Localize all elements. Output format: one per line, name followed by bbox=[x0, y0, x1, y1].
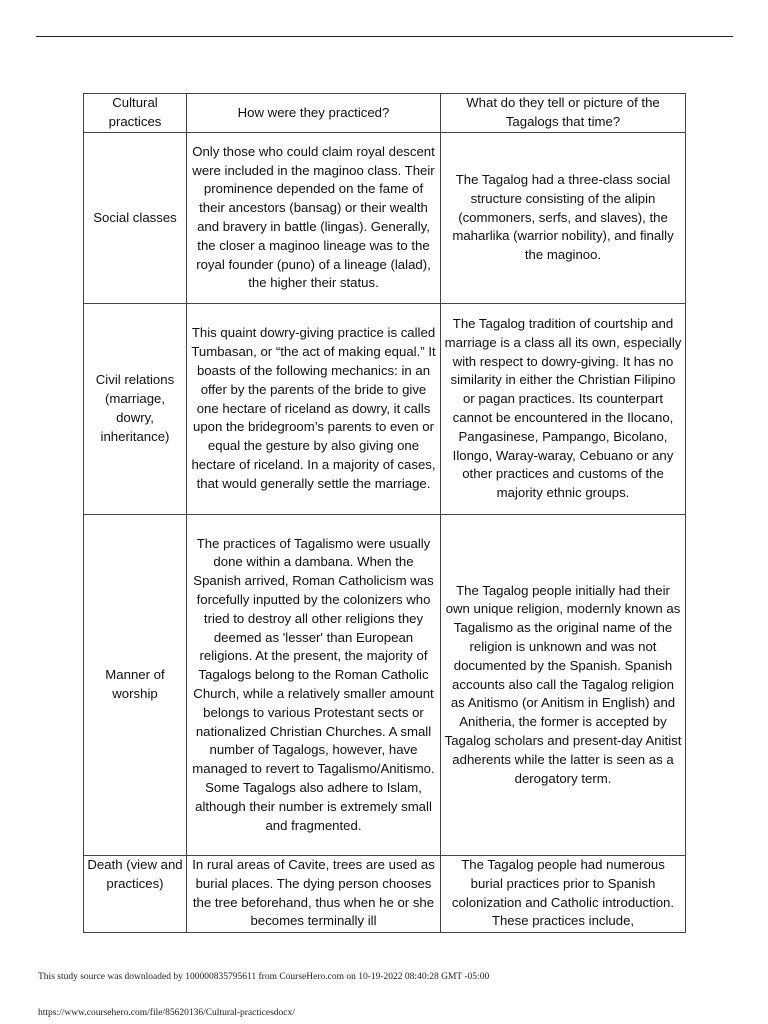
practice-cell: Manner of worship bbox=[84, 515, 187, 856]
header-what-they-tell: What do they tell or picture of the Tagalogs that time? bbox=[441, 94, 686, 133]
how-cell: This quaint dowry-giving practice is called Tumbasan, or “the act of making equal.” It boasts of the following mechanics: in an offer by the parents of the bride to give one hectare of riceland as dowry, it calls upon the bridegroom’s parents to even or equal the gesture by also giving one hectare of riceland. In a majority of cases, that would generally settle the marriage. bbox=[187, 304, 441, 515]
how-cell: Only those who could claim royal descent were included in the maginoo class. Their prominence depended on the fame of their ancestors (bansag) or their wealth and bravery in battle (lingas). Generally, the closer a maginoo lineage was to the royal founder (puno) of a lineage (lalad), the higher their status. bbox=[187, 133, 441, 304]
how-cell: The practices of Tagalismo were usually done within a dambana. When the Spanish arrived, Roman Catholicism was forcefully inputted by the colonizers who tried to destroy all other religions they deemed as 'lesser' than European religions. At the present, the majority of Tagalogs belong to the Roman Catholic Church, while a relatively smaller amount belongs to various Protestant sects or nationalized Christian Churches. A small number of Tagalogs, however, have managed to revert to Tagalismo/Anitismo. Some Tagalogs also adhere to Islam, although their number is extremely small and fragmented. bbox=[187, 515, 441, 856]
what-cell: The Tagalog people had numerous burial practices prior to Spanish colonization and Catholic introduction. These practices include, bbox=[441, 856, 686, 933]
download-note: This study source was downloaded by 100000835795611 from CourseHero.com on 10-19-2022 08:40:28 GMT -05:00 bbox=[38, 972, 490, 982]
what-cell: The Tagalog tradition of courtship and marriage is a class all its own, especially with respect to dowry-giving. It has no similarity in either the Christian Filipino or pagan practices. Its counterpart cannot be encountered in the Ilocano, Pangasinese, Pampango, Bicolano, Ilongo, Waray-waray, Cebuano or any other practices and customs of the majority ethnic groups. bbox=[441, 304, 686, 515]
header-cultural-practices: Cultural practices bbox=[84, 94, 187, 133]
source-url[interactable]: https://www.coursehero.com/file/85620136/Cultural-practicesdocx/ bbox=[38, 1008, 295, 1018]
cultural-practices-table bbox=[83, 93, 686, 933]
table-row bbox=[84, 856, 686, 933]
practice-cell: Civil relations (marriage, dowry, inheritance) bbox=[84, 304, 187, 515]
practice-cell: Social classes bbox=[84, 133, 187, 304]
how-cell: In rural areas of Cavite, trees are used as burial places. The dying person chooses the tree beforehand, thus when he or she becomes terminally ill bbox=[187, 856, 441, 933]
table-row bbox=[84, 515, 686, 856]
practice-cell: Death (view and practices) bbox=[84, 856, 187, 933]
table-header-row bbox=[84, 94, 686, 133]
table-row bbox=[84, 304, 686, 515]
what-cell: The Tagalog had a three-class social structure consisting of the alipin (commoners, serfs, and slaves), the maharlika (warrior nobility), and finally the maginoo. bbox=[441, 133, 686, 304]
top-rule bbox=[36, 36, 733, 37]
table-row bbox=[84, 133, 686, 304]
what-cell: The Tagalog people initially had their own unique religion, modernly known as Tagalismo as the original name of the religion is unknown and was not documented by the Spanish. Spanish accounts also call the Tagalog religion as Anitismo (or Anitism in English) and Anitheria, the former is accepted by Tagalog scholars and present-day Anitist adherents while the latter is seen as a derogatory term. bbox=[441, 515, 686, 856]
header-how-practiced: How were they practiced? bbox=[187, 94, 441, 133]
